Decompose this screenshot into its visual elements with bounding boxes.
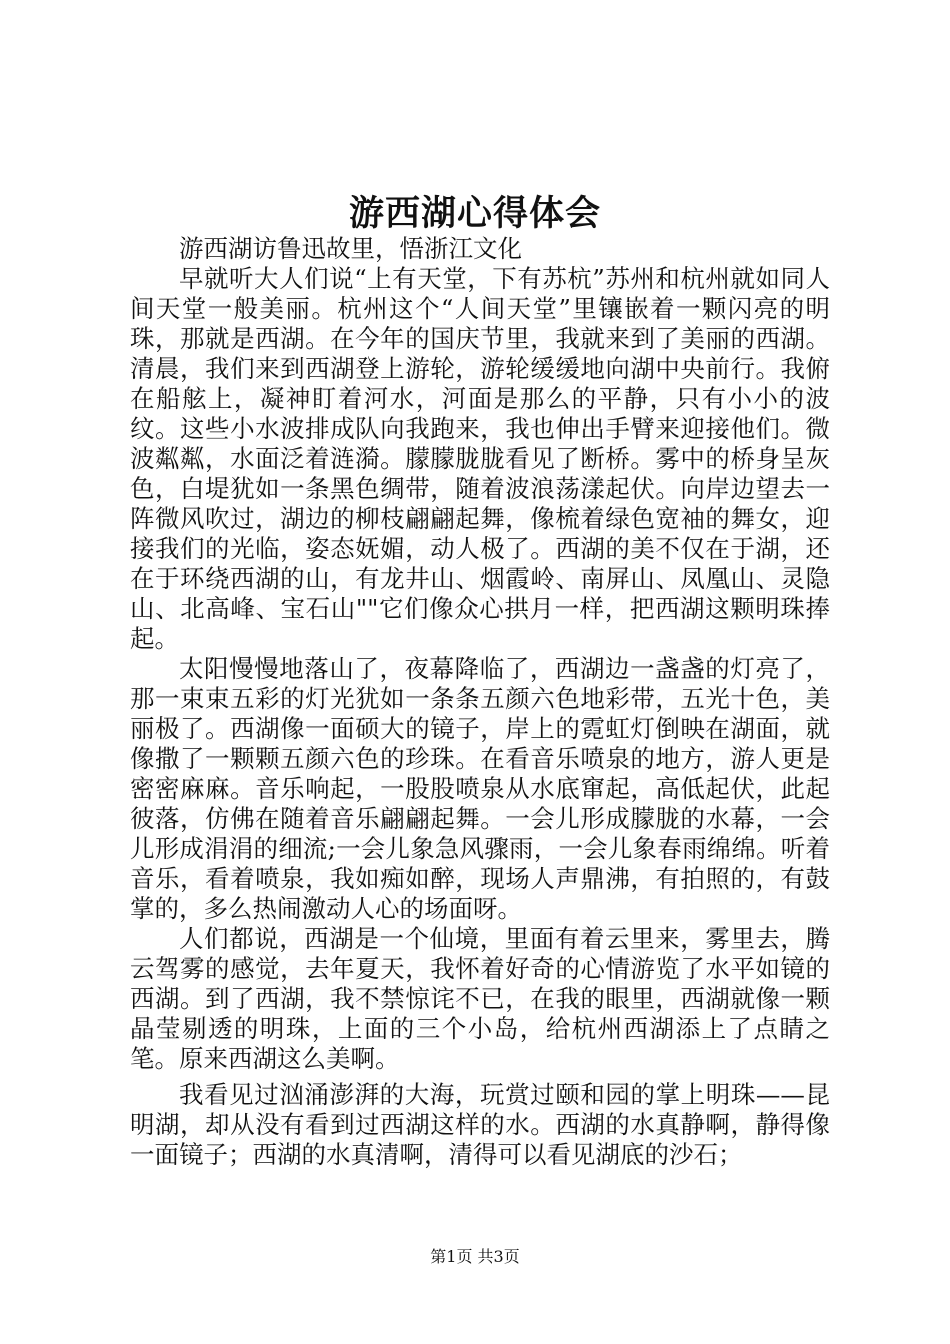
- paragraph-1: 早就听大人们说“上有天堂，下有苏杭”苏州和杭州就如同人间天堂一般美丽。杭州这个“人间天堂”里镶嵌着一颗闪亮的明珠，那就是西湖。在今年的国庆节里，我就来到了美丽的西湖。清晨，我们来到西湖登上游轮，游轮缓缓地向湖中央前行。我俯在船舷上，凝神盯着河水，河面是那么的平静，只有小小的波纹。这些小水波排成队向我跑来，我也伸出手臂来迎接他们。微波粼粼，水面泛着涟漪。朦朦胧胧看见了断桥。雾中的桥身呈灰色，白堤犹如一条黑色绸带，随着波浪荡漾起伏。向岸边望去一阵微风吹过，湖边的柳枝翩翩起舞，像梳着绿色宽袖的舞女，迎接我们的光临，姿态妩媚，动人极了。西湖的美不仅在于湖，还在于环绕西湖的山，有龙井山、烟霞岭、南屏山、凤凰山、灵隐山、北高峰、宝石山""它们像众心拱月一样，把西湖这颗明珠捧起。: [130, 264, 830, 653]
- subtitle-line: 游西湖访鲁迅故里，悟浙江文化: [179, 234, 522, 263]
- page-number: 第1页 共3页: [430, 1247, 520, 1266]
- document-title: 游西湖心得体会: [348, 193, 601, 234]
- document-body: [130, 234, 830, 1170]
- paragraph-4: 我看见过汹涌澎湃的大海，玩赏过颐和园的掌上明珠——昆明湖，却从没有看到过西湖这样的水。西湖的水真静啊，静得像一面镜子；西湖的水真清啊，清得可以看见湖底的沙石；: [130, 1080, 830, 1169]
- paragraph-2: 太阳慢慢地落山了，夜幕降临了，西湖边一盏盏的灯亮了，那一束束五彩的灯光犹如一条条五颜六色地彩带，五光十色，美丽极了。西湖像一面硕大的镜子，岸上的霓虹灯倒映在湖面，就像撒了一颗颗五颜六色的珍珠。在看音乐喷泉的地方，游人更是密密麻麻。音乐响起，一股股喷泉从水底窜起，高低起伏，此起彼落，仿佛在随着音乐翩翩起舞。一会儿形成朦胧的水幕，一会儿形成涓涓的细流;一会儿象急风骤雨，一会儿象春雨绵绵。听着音乐，看着喷泉，我如痴如醉，现场人声鼎沸，有拍照的，有鼓掌的，多么热闹激动人心的场面呀。: [130, 654, 830, 923]
- paragraph-3: 人们都说，西湖是一个仙境，里面有着云里来，雾里去，腾云驾雾的感觉，去年夏天，我怀着好奇的心情游览了水平如镜的西湖。到了西湖，我不禁惊诧不已，在我的眼里，西湖就像一颗晶莹剔透的明珠，上面的三个小岛，给杭州西湖添上了点睛之笔。原来西湖这么美啊。: [130, 924, 830, 1073]
